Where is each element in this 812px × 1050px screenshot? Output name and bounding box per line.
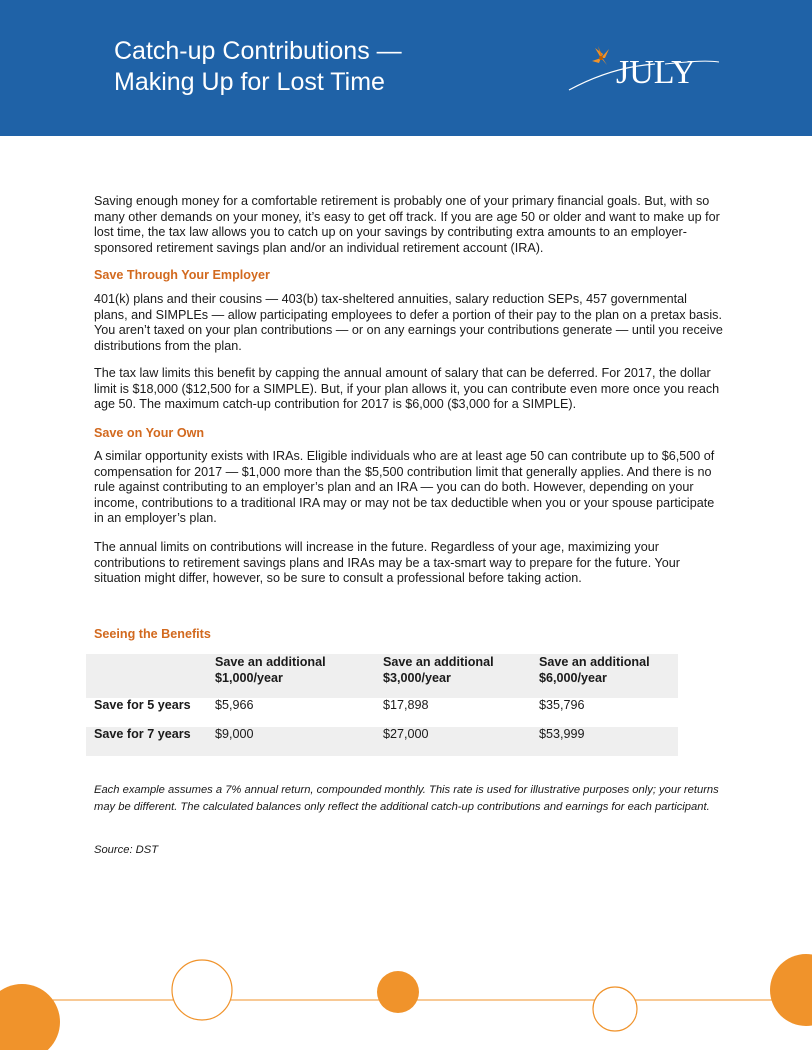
employer-paragraph-2: The tax law limits this benefit by capping the annual amount of salary that can be deferred. For 2017, the dollar limit is $18,000 ($12,500 for a SIMPLE). But, if your plan allows it, you can contribute even more once you reach age 50. The maximum catch-up contribution for 2017 is $6,000 ($3,000 for a SIMPLE). [94,366,720,412]
table-header-empty [86,654,215,698]
decorative-circles-footer [0,950,812,1050]
table-header-cell [383,654,539,698]
header-line-1: Save an additional [383,655,494,669]
table-cell: $5,966 [215,698,254,712]
table-header-cell [539,654,678,698]
logo-text: JULY [616,54,696,91]
source-note: Source: DST [94,844,159,856]
decor-circle-filled [0,984,60,1050]
table-cell: $53,999 [539,727,585,741]
table-cell: $17,898 [383,698,429,712]
table-header-row [86,654,678,698]
table-header-cell [215,654,383,698]
row-label: Save for 7 years [94,727,191,741]
own-paragraph-1: A similar opportunity exists with IRAs. Eligible individuals who are at least age 50 can contribute up to $6,500 of compensation for 2017 — $1,000 more than the $5,500 contribution limit that generally applies. And there is no rule against contributing to an employer’s plan and an IRA — you can do both. However, depending on your income, contributions to a traditional IRA may or may not be tax deductible when you or your spouse participate in an employer’s plan. [94,449,715,526]
table-cell: $35,796 [539,698,585,712]
page-title [114,36,402,98]
employer-paragraph-1: 401(k) plans and their cousins — 403(b) tax-sheltered annuities, salary reduction SEPs, 457 governmental plans, and SIMPLEs — allow participating employees to defer a portion of their pay to the plan on a pretax basis. You aren’t taxed on your plan contributions — or on any earnings your contributions generate — until you receive distributions from the plan. [94,292,723,353]
table-row [86,727,678,756]
intro-paragraph: Saving enough money for a comfortable retirement is probably one of your primary financial goals. But, with so many other demands on your money, it’s easy to get off track. If you are age 50 or older and want to make up for lost time, the tax law allows you to catch up on your savings by contributing extra amounts to an employer-sponsored retirement savings plan and/or an individual retirement account (IRA). [94,194,720,255]
decor-circle-outline [172,960,232,1020]
header-line-1: Save an additional [539,655,650,669]
title-line-2: Making Up for Lost Time [114,68,385,96]
title-line-1: Catch-up Contributions — [114,37,402,65]
footnote: Each example assumes a 7% annual return, compounded monthly. This rate is used for illustrative purposes only; your returns may be different. The calculated balances only reflect the additional catch-up contributions and earnings for each participant. [94,784,719,813]
table-cell: $27,000 [383,727,429,741]
decor-circle-filled [770,954,812,1026]
decor-circle-outline [593,987,637,1031]
header-line-1: Save an additional [215,655,326,669]
benefits-table [86,654,678,756]
heading-save-through-employer: Save Through Your Employer [94,268,270,282]
table-row [86,698,678,727]
decor-circle-filled [377,971,419,1013]
own-paragraph-2: The annual limits on contributions will increase in the future. Regardless of your age, maximizing your contributions to retirement savings plans and IRAs may be a tax-smart way to prepare for the future. Your situation might differ, however, so be sure to consult a professional before taking action. [94,540,680,586]
row-label: Save for 5 years [94,698,191,712]
heading-save-on-your-own: Save on Your Own [94,426,205,440]
header-line-2: $1,000/year [215,671,283,685]
header-banner [0,0,812,136]
heading-seeing-the-benefits: Seeing the Benefits [94,627,211,641]
table-cell: $9,000 [215,727,254,741]
header-line-2: $6,000/year [539,671,607,685]
header-line-2: $3,000/year [383,671,451,685]
